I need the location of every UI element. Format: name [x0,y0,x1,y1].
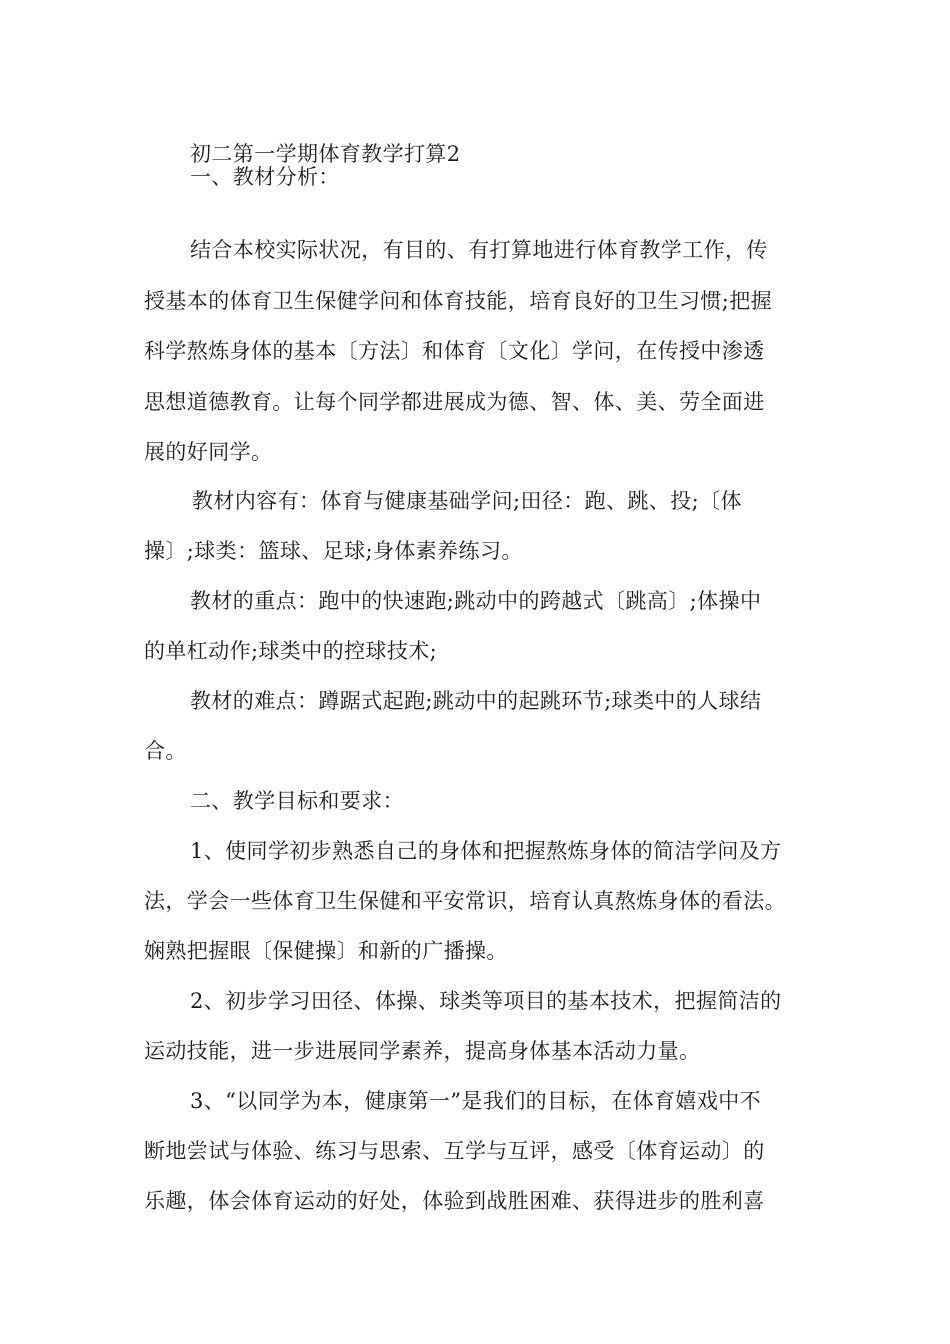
paragraph-line: 娴熟把握眼〔保健操〕和新的广播操。 [144,939,508,963]
paragraph-line: 科学熬炼身体的基本〔方法〕和体育〔文化〕学问，在传授中渗透 [144,339,765,363]
paragraph-line: 授基本的体育卫生保健学问和体育技能，培育良好的卫生习惯;把握 [144,289,773,313]
section1-heading: 一、教材分析： [190,165,340,189]
paragraph-line: 思想道德教育。让每个同学都进展成为德、智、体、美、劳全面进 [144,390,765,414]
paragraph-line: 1、使同学初步熟悉自己的身体和把握熬炼身体的简洁学问及方 [190,839,782,863]
paragraph-line: 法，学会一些体育卫生保健和平安常识，培育认真熬炼身体的看法。 [144,889,786,913]
paragraph-line: 断地尝试与体验、练习与思索、互学与互评，感受〔体育运动〕的 [144,1139,765,1163]
paragraph-line: 乐趣，体会体育运动的好处，体验到战胜困难、获得进步的胜利喜 [144,1189,765,1213]
paragraph-line: 的单杠动作;球类中的控球技术; [144,639,438,663]
paragraph-line: 3、“以同学为本，健康第一”是我们的目标，在体育嬉戏中不 [190,1089,762,1113]
paragraph-line: 教材内容有：体育与健康基础学问;田径：跑、跳、投;〔体 [192,489,742,513]
paragraph-line: 合。 [144,739,187,763]
paragraph-line: 教材的重点：跑中的快速跑;跳动中的跨越式〔跳高〕;体操中 [190,589,762,613]
paragraph-line: 2、初步学习田径、体操、球类等项目的基本技术，把握简洁的 [190,989,782,1013]
paragraph-line: 结合本校实际状况，有目的、有打算地进行体育教学工作，传 [190,238,768,262]
paragraph-line: 教材的难点：蹲踞式起跑;跳动中的起跳环节;球类中的人球结 [190,689,762,713]
section2-heading: 二、教学目标和要求： [190,789,404,813]
paragraph-line: 运动技能，进一步进展同学素养，提高身体基本活动力量。 [144,1039,701,1063]
paragraph-line: 操〕;球类：篮球、足球;身体素养练习。 [144,539,523,563]
document-title: 初二第一学期体育教学打算2 [190,142,461,166]
paragraph-line: 展的好同学。 [144,440,273,464]
